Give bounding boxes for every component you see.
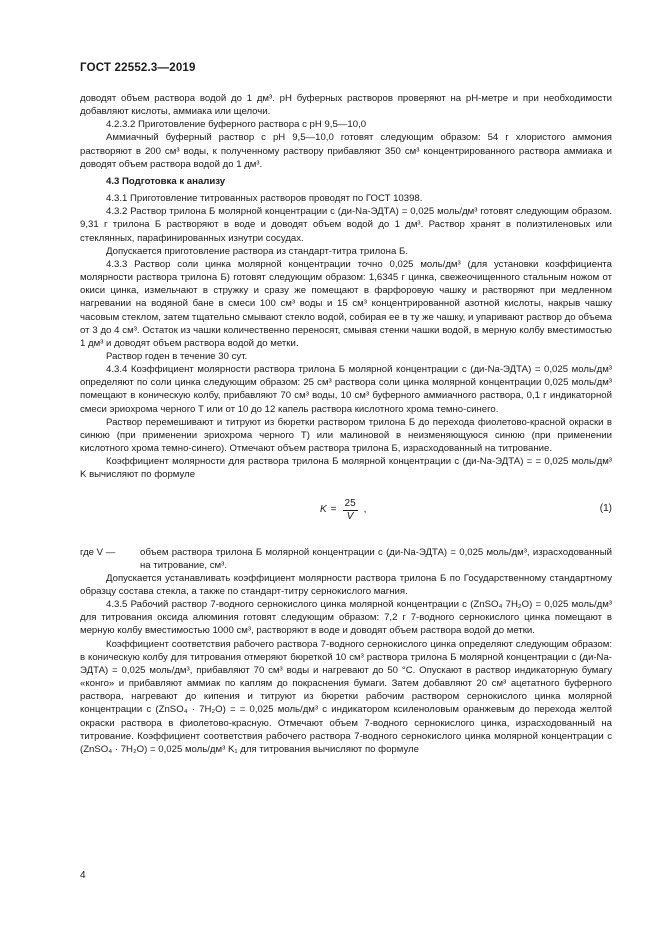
section-heading: 4.3 Подготовка к анализу [106,175,226,187]
paragraph: 4.3.5 Рабочий раствор 7-водного сернокислого цинка молярной концентрации c (ZnSO₄ 7H₂O) = 0,025 моль/дм³ для титрования оксида алюминия готовят следующим образом: 7,2 г 7-водного сернокислого цинка помещают в мерную колбу вместимостью 1000 см³, растворяют в воде и доводят объем раствора водой до метки. [80,599,612,637]
paragraph: Раствор перемешивают и титруют из бюретки раствором трилона Б до перехода фиолетово-красной окраски в синюю (при применении эриохрома черного Т) или малиновой в неизменяющуюся синюю (при применении кислотного хрома темно-синего). Отмечают объем раствора трилона Б, израсходованный на титрование. [80,416,612,455]
paragraph: 4.3.3 Раствор соли цинка молярной концентрации точно 0,025 моль/дм³ (для установки коэффициента молярности раствора трилона Б) готовят следующим образом: 1,6345 г цинка, свежеочищенного стальным ножом от окиси цинка, измельчают в стружку и сразу же помещают в фарфоровую чашку и растворяют при медленном нагревании на водяной бане в смеси 100 см³ воды и 15 см³ концентрированной азотной кислоты, накрыв чашку часовым стеклом, затем тщательно смывают стекло водой, собирая ее в ту же чашку, и упаривают раствор до объема от 3 до 4 см³. Остаток из чашки количественно переносят, смывая стенки чашки водой, в мерную колбу вместимостью 1 дм³ и доводят объем раствора водой до метки. [80,258,612,349]
formula-denominator: V [346,510,354,522]
paragraph: Аммиачный буферный раствор с pH 9,5—10,0 готовят следующим образом: 54 г хлористого аммония растворяют в 200 см³ воды, к полученному раствору прибавляют 350 см³ концентрированного раствора аммиака и доводят объем раствора водой до 1 дм³. [80,132,612,170]
where-text: объем раствора трилона Б молярной концентрации c (ди-Na-ЭДТА) = 0,025 моль/дм³, израсходованный на титрование, см³. [140,546,612,571]
paragraph: Раствор годен в течение 30 сут. [106,350,248,362]
formula-1 [80,488,612,542]
paragraph: Коэффициент соответствия рабочего раствора 7-водного сернокислого цинка определяют следующим образом: в коническую колбу для титрования отмеряют бюреткой 10 см³ раствора трилона Б молярной концентрации c (ди-Na-ЭДТА) = 0,025 моль/дм³, прибавляют 70 см³ воды и нагревают до 50 °С. Опускают в раствор индикаторную бумагу «конго» и прибавляют аммиак по каплям до покраснения бумаги. Затем добавляют 20 см³ ацетатного буферного раствора, нагревают до кипения и титруют из бюретки рабочим раствором сернокислого цинка молярной концентрации c (ZnSO₄ · 7H₂O) = = 0,025 моль/дм³ с индикатором ксиленоловым оранжевым до перехода желтой окраски раствора в фиолетово-красную. Отмечают объем 7-водного сернокислого цинка, израсходованный на титрование. Коэффициент соответствия рабочего раствора 7-водного сернокислого цинка молярной концентрации c (ZnSO₄ · 7H₂O) = 0,025 моль/дм³ K₁ для титрования вычисляют по формуле [80,638,612,755]
paragraph: 4.3.1 Приготовление титрованных растворов проводят по ГОСТ 10398. [106,193,423,205]
document-body [80,92,612,756]
paragraph: доводят объем раствора водой до 1 дм³. pH буферных растворов проверяют на рН-метре и при необходимости добавляют кислоты, аммиака или щелочи. [80,93,612,118]
formula-fraction [343,498,358,523]
where-label: где V — [80,546,116,558]
subsection-heading: 4.2.3.2 Приготовление буферного раствора с pH 9,5—10,0 [106,119,367,131]
formula-trail: , [363,504,367,516]
formula-number: (1) [599,502,612,514]
paragraph: Допускается устанавливать коэффициент молярности раствора трилона Б по Государственному стандартному образцу состава стекла, а также по стандарт-титру сернокислого магния. [80,572,612,597]
page-number: 4 [80,870,86,881]
formula-lhs: K [320,504,327,516]
paragraph: Допускается приготовление раствора из стандарт-титра трилона Б. [106,245,408,257]
paragraph: Коэффициент молярности для раствора трилона Б молярной концентрации c (ди-Na-ЭДТА) = = 0,025 моль/дм³ K вычисляют по формуле [80,456,612,481]
formula-numerator: 25 [344,497,356,509]
formula-explanation [80,546,612,572]
formula-expression [320,498,366,523]
paragraph: 4.3.4 Коэффициент молярности раствора трилона Б молярной концентрации c (ди-Na-ЭДТА) = 0,025 моль/дм³ определяют по соли цинка следующим образом: 25 см³ раствора соли цинка молярной концентрации 0,025 моль/дм³ помещают в коническую колбу, прибавляют 70 см³ воды, 10 см³ буферного аммиачного раствора, 0,1 г индикаторной смеси эриохрома черного Т или от 10 до 12 капель раствора кислотного хрома темно-синего. [80,364,612,415]
paragraph: 4.3.2 Раствор трилона Б молярной концентрации c (ди-Na-ЭДТА) = 0,025 моль/дм³ готовят следующим образом. 9,31 г трилона Б растворяют в воде и доводят объем водой до 1 дм³. Раствор хранят в полиэтиленовых или стеклянных, парафинированных изнутри сосудах. [80,206,612,244]
formula-equals: = [330,504,337,516]
document-header: ГОСТ 22552.3—2019 [80,62,196,74]
